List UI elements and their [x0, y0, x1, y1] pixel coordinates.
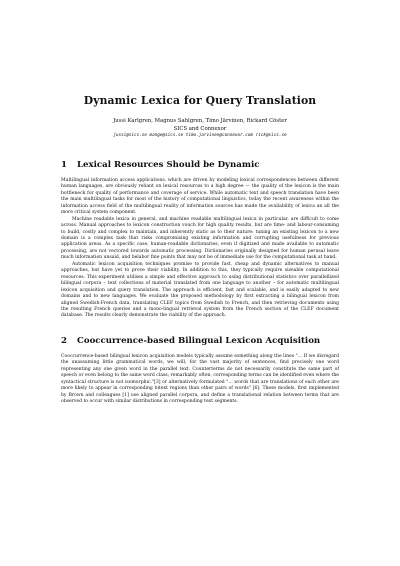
- paragraph: Multilingual information access applications, which are driven by modeling lexical correspondences between different human languages, are obviously reliant on lexical resources to a high degree — the quality of the lexicon is the main bottleneck for quality of performance and coverage of service. While automatic text and speech translation have been the main multilingual tasks for most of the history of computational linguistics, today the recent awareness within the information access field of the multilingual reality of information sources has made the availability of lexica an all the more critical system component.: [61, 177, 339, 216]
- section-heading: [61, 160, 339, 170]
- author-list: Jussi Karlgren, Magnus Sahlgren, Timo Järvinen, Rickard Cöster: [113, 118, 287, 124]
- author-emails: jussi@sics.se mange@sics.se timo.jarvinen@connexor.com rick@sics.se: [113, 133, 287, 139]
- section-heading: [61, 336, 339, 346]
- paragraph: Automatic lexicon acquisition techniques promise to provide fast, cheap and dynamic alternatives to manual approaches, but have yet to prove their viability. In addition to this, they typically require sizeable computational resources. This experiment utilises a simple and effective approach to using distributional statistics over parallellized bilingual corpora – text collections of material translated from one language to another – for automatic multilingual lexicon acquisition and query translation. The approach is efficient, fast and scalable, and is easily adapted to new domains and to new languages. We evaluate the proposed methodology by first extracting a bilingual lexicon from aligned Swedish-French data, translating CLEF topics from Swedish to French, and then retrieving documents using the resulting French queries and a mono-lingual retrieval system from the French section of the CLEF document database. The results clearly demonstrate the viability of the approach.: [61, 261, 339, 319]
- section-title: Cooccurrence-based Bilingual Lexicon Acquisition: [77, 335, 321, 346]
- paper-title: Dynamic Lexica for Query Translation: [83, 94, 317, 107]
- section-title: Lexical Resources Should be Dynamic: [77, 159, 260, 170]
- affiliation: SICS and Connexor: [173, 126, 227, 133]
- section-2: [61, 336, 339, 406]
- section-1: [61, 160, 339, 320]
- paragraph: Machine readable lexica in general, and machine readable multilingual lexica in particular, are difficult to come across. Manual approaches to lexicon construction vouch for high quality results, but are time- and labour-consuming to build, costly and complex to maintain, and inherently static as to their nature: tuning an existing lexicon to a new domain is a complex task that risks compromising existing information and corrupting usefulness for previous application areas. As a specific case, human-readable dictionaries, even if digitized and made available to automatic processing, are not vectored towards automatic processing. Dictionaries originally designed for human perusal leave much information unsaid, and belabor fine points that may not be of immediate use for the computational task at hand.: [61, 216, 339, 261]
- section-number: 1: [61, 159, 67, 170]
- paragraph: Cooccurrence-based bilingual lexicon acquisition models typically assume something along the lines "... If we disregard the unassuming little grammatical words, we will, for the vast majority of sentences, find precisely one word representing any one given word in the parallel text. Counterterms do not necessarily constitute the same part of speech or even belong to the same word class; remarkably often, corresponding terms can be identified even where the syntactical structure is not isomorphic."[3] or alternatively formulated "... words that are translations of each other are more likely to appear in corresponding bitext regions than other pairs of words" [6]. These models, first implemented by Brown and colleagues [1] use aligned parallel corpora, and define a translational relation between terms that are observed to occur with similar distributions in corresponding text segments.: [61, 353, 339, 405]
- section-number: 2: [61, 335, 67, 346]
